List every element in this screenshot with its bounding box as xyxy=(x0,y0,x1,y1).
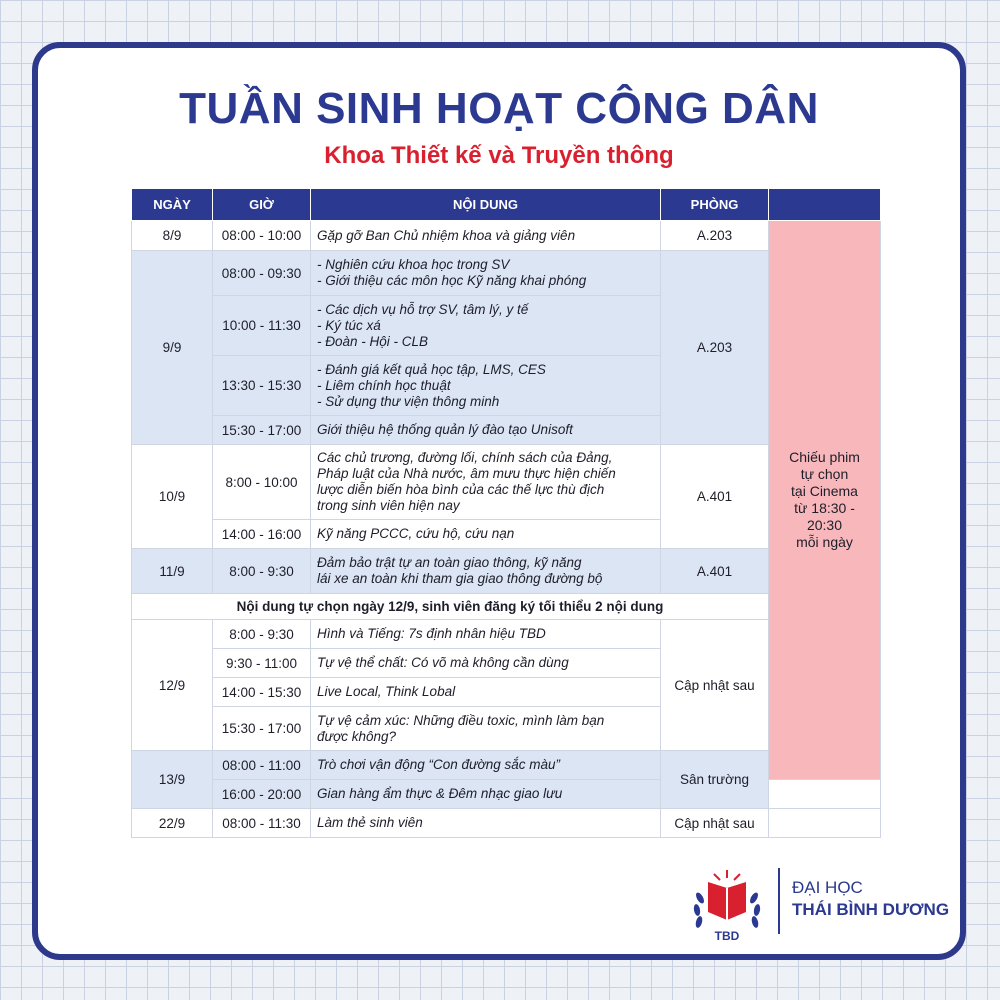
empty-cell xyxy=(769,780,881,809)
table-row xyxy=(132,751,881,780)
cinema-line: Chiếu phim xyxy=(789,449,860,465)
table-row xyxy=(132,445,881,520)
content-cell xyxy=(311,356,661,416)
time-cell: 08:00 - 11:30 xyxy=(213,809,311,838)
content-line: Hình và Tiếng: 7s định nhân hiệu TBD xyxy=(317,626,546,641)
optional-note: Nội dung tự chọn ngày 12/9, sinh viên đăng ký tối thiểu 2 nội dung xyxy=(132,594,769,620)
header-extra xyxy=(769,189,881,221)
content-cell xyxy=(311,751,661,780)
content-line: Gặp gỡ Ban Chủ nhiệm khoa và giảng viên xyxy=(317,227,576,243)
content-cell xyxy=(311,416,661,445)
content-line: Tự vệ thể chất: Có võ mà không cần dùng xyxy=(317,655,569,670)
content-cell xyxy=(311,296,661,356)
content-line: Kỹ năng PCCC, cứu hộ, cứu nạn xyxy=(317,526,515,541)
room-cell: Cập nhật sau xyxy=(661,620,769,751)
empty-cell xyxy=(769,809,881,838)
date-cell: 22/9 xyxy=(132,809,213,838)
time-cell: 8:00 - 9:30 xyxy=(213,549,311,594)
cinema-line: tại Cinema xyxy=(791,483,858,499)
date-cell: 11/9 xyxy=(132,549,213,594)
content-line: Live Local, Think Lobal xyxy=(317,684,456,699)
logo-divider xyxy=(778,868,780,934)
schedule-card xyxy=(32,42,966,960)
time-cell: 8:00 - 9:30 xyxy=(213,620,311,649)
time-cell: 9:30 - 11:00 xyxy=(213,649,311,678)
content-line: - Liêm chính học thuật xyxy=(317,377,451,393)
content-line: Pháp luật của Nhà nước, âm mưu thực hiện chiến xyxy=(317,466,616,481)
time-cell: 14:00 - 16:00 xyxy=(213,520,311,549)
cinema-line: tự chọn xyxy=(800,466,849,482)
content-cell xyxy=(311,221,661,251)
time-cell: 10:00 - 11:30 xyxy=(213,296,311,356)
content-cell xyxy=(311,620,661,649)
room-cell: A.203 xyxy=(661,251,769,445)
room-cell: A.203 xyxy=(661,221,769,251)
date-cell: 10/9 xyxy=(132,445,213,549)
table-row xyxy=(132,620,881,649)
page-title: TUẦN SINH HOẠT CÔNG DÂN xyxy=(179,84,819,133)
table-row xyxy=(132,594,881,620)
content-line: lái xe an toàn khi tham gia giao thông đường bộ xyxy=(317,571,603,586)
content-line: Gian hàng ẩm thực & Đêm nhạc giao lưu xyxy=(317,786,563,801)
cinema-cell xyxy=(769,221,881,780)
table-row xyxy=(132,221,881,251)
university-name-line1: ĐẠI HỌC xyxy=(792,878,863,897)
content-cell xyxy=(311,520,661,549)
content-line: - Giới thiệu các môn học Kỹ năng khai phóng xyxy=(317,273,587,288)
content-cell xyxy=(311,809,661,838)
room-cell: Cập nhật sau xyxy=(661,809,769,838)
time-cell: 08:00 - 11:00 xyxy=(213,751,311,780)
cinema-line: mỗi ngày xyxy=(796,534,853,550)
content-line: Trò chơi vận động “Con đường sắc màu” xyxy=(317,757,560,772)
time-cell: 14:00 - 15:30 xyxy=(213,678,311,707)
time-cell: 08:00 - 10:00 xyxy=(213,221,311,251)
time-cell: 16:00 - 20:00 xyxy=(213,780,311,809)
content-line: - Sử dụng thư viện thông minh xyxy=(317,393,500,409)
content-line: Giới thiệu hệ thống quản lý đào tạo Unisoft xyxy=(317,422,573,437)
content-cell xyxy=(311,549,661,594)
date-cell: 9/9 xyxy=(132,251,213,445)
content-line: Đảm bảo trật tự an toàn giao thông, kỹ năng xyxy=(317,555,582,570)
logo-emblem-text: TBD xyxy=(714,929,740,943)
content-line: Tự vệ cảm xúc: Những điều toxic, mình làm bạn xyxy=(317,712,605,728)
content-line: - Các dịch vụ hỗ trợ SV, tâm lý, y tế xyxy=(317,301,529,317)
content-line: - Nghiên cứu khoa học trong SV xyxy=(317,257,510,272)
content-line: - Đoàn - Hội - CLB xyxy=(317,333,429,349)
table-row xyxy=(132,251,881,296)
book-emblem-icon xyxy=(688,868,766,946)
content-line: trong sinh viên hiện nay xyxy=(317,498,460,513)
table-row xyxy=(132,780,881,809)
content-line: Làm thẻ sinh viên xyxy=(317,815,423,830)
content-cell xyxy=(311,707,661,751)
time-cell: 08:00 - 09:30 xyxy=(213,251,311,296)
room-cell: A.401 xyxy=(661,445,769,549)
content-line: - Ký túc xá xyxy=(317,317,381,333)
content-cell xyxy=(311,445,661,520)
content-line: được không? xyxy=(317,728,397,744)
table-header-row xyxy=(132,189,881,221)
time-cell: 13:30 - 15:30 xyxy=(213,356,311,416)
content-cell xyxy=(311,780,661,809)
content-line: - Đánh giá kết quả học tập, LMS, CES xyxy=(317,361,546,377)
date-cell: 12/9 xyxy=(132,620,213,751)
time-cell: 15:30 - 17:00 xyxy=(213,707,311,751)
table-row xyxy=(132,809,881,838)
header-content: NỘI DUNG xyxy=(311,189,661,221)
content-cell xyxy=(311,678,661,707)
header-room: PHÒNG xyxy=(661,189,769,221)
university-logo xyxy=(688,868,968,948)
content-cell xyxy=(311,649,661,678)
header-time: GIỜ xyxy=(213,189,311,221)
room-cell: A.401 xyxy=(661,549,769,594)
content-line: lược diễn biến hòa bình của các thế lực thù địch xyxy=(317,482,605,497)
header-date: NGÀY xyxy=(132,189,213,221)
time-cell: 8:00 - 10:00 xyxy=(213,445,311,520)
time-cell: 15:30 - 17:00 xyxy=(213,416,311,445)
room-cell: Sân trường xyxy=(661,751,769,809)
content-cell xyxy=(311,251,661,296)
table-row xyxy=(132,549,881,594)
cinema-line: từ 18:30 - 20:30 xyxy=(794,500,855,533)
content-line: Các chủ trương, đường lối, chính sách của Đảng, xyxy=(317,450,613,465)
schedule-table xyxy=(131,188,881,838)
university-name-line2: THÁI BÌNH DƯƠNG xyxy=(792,900,950,919)
date-cell: 8/9 xyxy=(132,221,213,251)
date-cell: 13/9 xyxy=(132,751,213,809)
page-subtitle: Khoa Thiết kế và Truyền thông xyxy=(324,142,674,169)
